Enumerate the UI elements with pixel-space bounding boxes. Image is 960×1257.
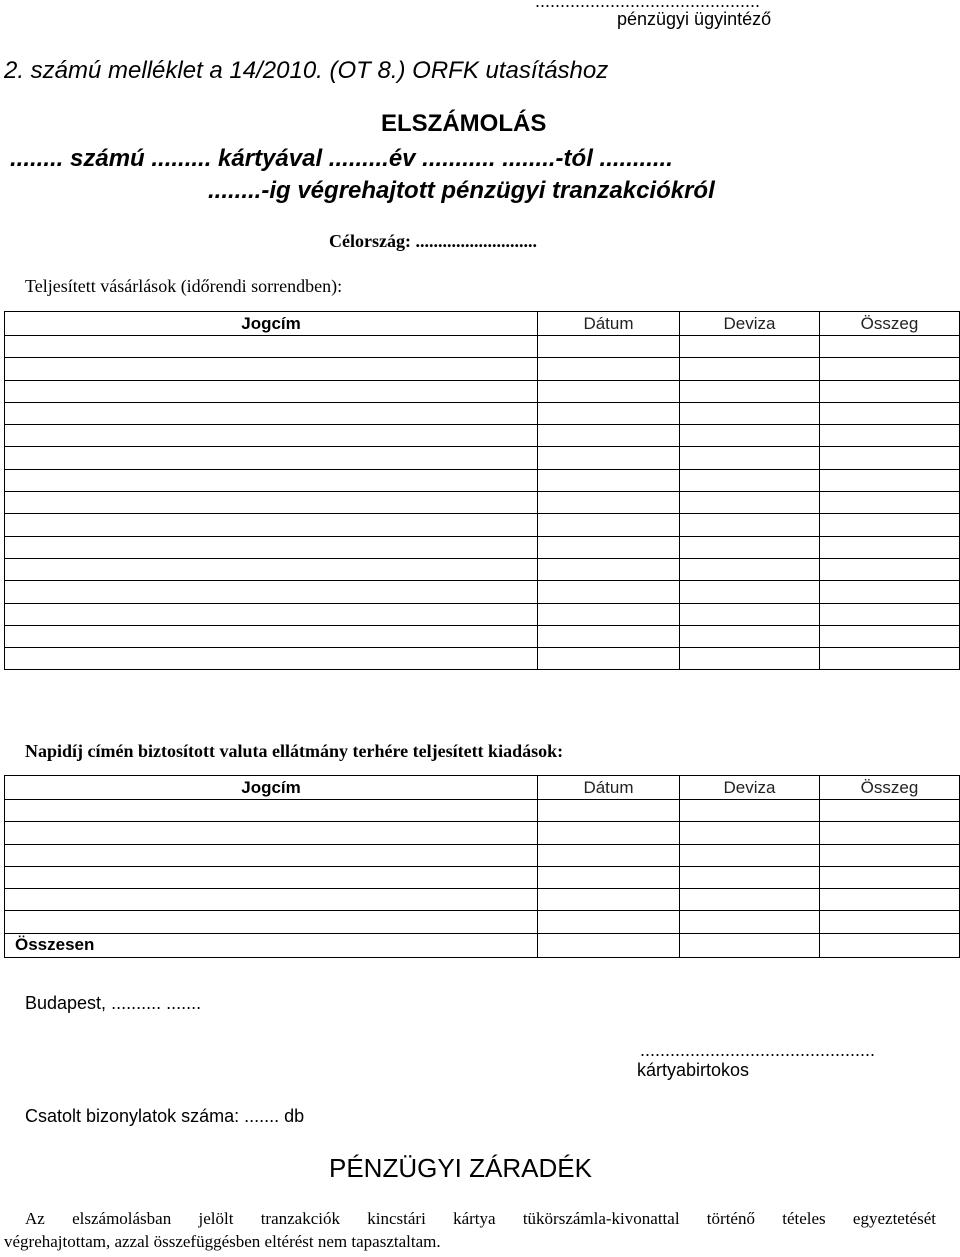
purchases-cell[interactable] [680, 402, 820, 424]
financial-clause-title: PÉNZÜGYI ZÁRADÉK [329, 1153, 592, 1183]
purchases-cell[interactable] [5, 648, 538, 670]
purchases-cell[interactable] [820, 469, 960, 491]
allowance-cell[interactable] [538, 866, 680, 888]
purchases-cell[interactable] [680, 492, 820, 514]
purchases-cell[interactable] [680, 603, 820, 625]
subtitle-line-2: ........-ig végrehajtott pénzügyi tranzakciókról [208, 177, 715, 204]
allowance-cell[interactable] [538, 889, 680, 911]
purchases-cell[interactable] [538, 514, 680, 536]
purchases-column-header: Deviza [680, 312, 820, 336]
purchases-row [5, 447, 960, 469]
purchases-cell[interactable] [5, 447, 538, 469]
purchases-column-header: Dátum [538, 312, 680, 336]
purchases-cell[interactable] [5, 514, 538, 536]
purchases-cell[interactable] [538, 358, 680, 380]
purchases-cell[interactable] [5, 536, 538, 558]
purchases-cell[interactable] [820, 492, 960, 514]
allowance-column-header: Deviza [680, 776, 820, 800]
allowance-total-row [5, 933, 960, 957]
allowance-table [4, 775, 960, 958]
place-and-date: Budapest, .......... ....... [25, 993, 202, 1013]
purchases-heading: Teljesített vásárlások (időrendi sorrendben): [25, 276, 343, 296]
purchases-row [5, 336, 960, 358]
purchases-cell[interactable] [820, 402, 960, 424]
purchases-cell[interactable] [538, 492, 680, 514]
purchases-cell[interactable] [820, 625, 960, 647]
purchases-cell[interactable] [680, 469, 820, 491]
allowance-heading: Napidíj címén biztosított valuta ellátmány terhére teljesített kiadások: [25, 741, 564, 761]
purchases-cell[interactable] [5, 581, 538, 603]
allowance-cell[interactable] [5, 822, 538, 844]
allowance-row [5, 822, 960, 844]
allowance-cell[interactable] [680, 822, 820, 844]
purchases-cell[interactable] [5, 402, 538, 424]
purchases-column-header: Jogcím [5, 312, 538, 336]
allowance-column-header: Összeg [820, 776, 960, 800]
purchases-cell[interactable] [680, 558, 820, 580]
purchases-cell[interactable] [680, 425, 820, 447]
purchases-cell[interactable] [538, 336, 680, 358]
purchases-cell[interactable] [820, 380, 960, 402]
purchases-header-row [5, 312, 960, 336]
total-cell [680, 933, 820, 957]
purchases-cell[interactable] [820, 648, 960, 670]
purchases-row [5, 536, 960, 558]
allowance-row [5, 911, 960, 933]
total-cell [538, 933, 680, 957]
purchases-cell[interactable] [680, 581, 820, 603]
allowance-cell[interactable] [680, 844, 820, 866]
allowance-cell[interactable] [820, 889, 960, 911]
allowance-cell[interactable] [5, 800, 538, 822]
purchases-cell[interactable] [5, 380, 538, 402]
purchases-cell[interactable] [538, 625, 680, 647]
purchases-row [5, 469, 960, 491]
purchases-cell[interactable] [538, 380, 680, 402]
allowance-cell[interactable] [538, 911, 680, 933]
purchases-cell[interactable] [5, 425, 538, 447]
financial-clause-line-1: Az elszámolásban jelölt tranzakciók kincstári kártya tükörszámla-kivonattal történő tételes egyeztetését [25, 1209, 936, 1228]
purchases-cell[interactable] [5, 492, 538, 514]
allowance-cell[interactable] [5, 911, 538, 933]
purchases-cell[interactable] [538, 469, 680, 491]
purchases-cell[interactable] [820, 558, 960, 580]
cardholder-label: kártyabirtokos [637, 1060, 750, 1080]
allowance-cell[interactable] [538, 822, 680, 844]
purchases-cell[interactable] [5, 469, 538, 491]
allowance-cell[interactable] [680, 889, 820, 911]
purchases-cell[interactable] [820, 536, 960, 558]
purchases-cell[interactable] [538, 648, 680, 670]
allowance-cell[interactable] [820, 844, 960, 866]
purchases-cell[interactable] [820, 603, 960, 625]
allowance-cell[interactable] [680, 911, 820, 933]
purchases-cell[interactable] [680, 536, 820, 558]
allowance-row [5, 800, 960, 822]
purchases-cell[interactable] [5, 603, 538, 625]
purchases-cell[interactable] [680, 514, 820, 536]
financial-clause-line-2: végrehajtottam, azzal összefüggésben eltérést nem tapasztaltam. [4, 1232, 441, 1251]
purchases-row [5, 492, 960, 514]
purchases-cell[interactable] [5, 358, 538, 380]
purchases-cell[interactable] [820, 447, 960, 469]
allowance-column-header: Dátum [538, 776, 680, 800]
signature-dots-top: ............................................. [535, 0, 761, 11]
document-title: ELSZÁMOLÁS [381, 110, 547, 137]
destination-country: Célország: ........................... [329, 231, 537, 251]
purchases-cell[interactable] [5, 558, 538, 580]
purchases-cell[interactable] [680, 380, 820, 402]
purchases-row [5, 358, 960, 380]
purchases-row [5, 402, 960, 424]
allowance-cell[interactable] [820, 866, 960, 888]
allowance-cell[interactable] [680, 800, 820, 822]
purchases-cell[interactable] [538, 447, 680, 469]
allowance-cell[interactable] [820, 822, 960, 844]
purchases-row [5, 380, 960, 402]
purchases-row [5, 514, 960, 536]
allowance-cell[interactable] [5, 889, 538, 911]
purchases-row [5, 603, 960, 625]
purchases-cell[interactable] [538, 603, 680, 625]
allowance-cell[interactable] [538, 800, 680, 822]
allowance-row [5, 866, 960, 888]
purchases-cell[interactable] [538, 402, 680, 424]
purchases-cell[interactable] [820, 425, 960, 447]
annex-reference: 2. számú melléklet a 14/2010. (OT 8.) ORFK utasításhoz [4, 57, 609, 84]
total-cell [820, 933, 960, 957]
purchases-cell[interactable] [538, 536, 680, 558]
allowance-row [5, 889, 960, 911]
purchases-cell[interactable] [820, 581, 960, 603]
purchases-cell[interactable] [820, 358, 960, 380]
purchases-cell[interactable] [538, 581, 680, 603]
allowance-header-row [5, 776, 960, 800]
attachments-count: Csatolt bizonylatok száma: ....... db [25, 1106, 305, 1126]
purchases-column-header: Összeg [820, 312, 960, 336]
allowance-cell[interactable] [680, 866, 820, 888]
purchases-row [5, 648, 960, 670]
purchases-cell[interactable] [680, 648, 820, 670]
purchases-cell[interactable] [820, 514, 960, 536]
purchases-row [5, 625, 960, 647]
purchases-cell[interactable] [538, 425, 680, 447]
allowance-column-header: Jogcím [5, 776, 538, 800]
allowance-row [5, 844, 960, 866]
purchases-cell[interactable] [680, 625, 820, 647]
purchases-cell[interactable] [538, 558, 680, 580]
financial-officer-label: pénzügyi ügyintéző [617, 9, 772, 29]
purchases-cell[interactable] [5, 336, 538, 358]
total-label: Összesen [5, 933, 538, 957]
purchases-table [4, 311, 960, 670]
purchases-cell[interactable] [680, 358, 820, 380]
purchases-cell[interactable] [680, 336, 820, 358]
purchases-cell[interactable] [680, 447, 820, 469]
subtitle-line-1: ........ számú ......... kártyával .........év ........... ........-tól ........... [10, 145, 673, 172]
purchases-row [5, 558, 960, 580]
allowance-cell[interactable] [538, 844, 680, 866]
purchases-row [5, 425, 960, 447]
allowance-cell[interactable] [820, 800, 960, 822]
allowance-cell[interactable] [5, 866, 538, 888]
purchases-row [5, 581, 960, 603]
allowance-cell[interactable] [820, 911, 960, 933]
allowance-cell[interactable] [5, 844, 538, 866]
purchases-cell[interactable] [5, 625, 538, 647]
cardholder-signature-dots: ............................................... [640, 1040, 876, 1060]
purchases-cell[interactable] [820, 336, 960, 358]
